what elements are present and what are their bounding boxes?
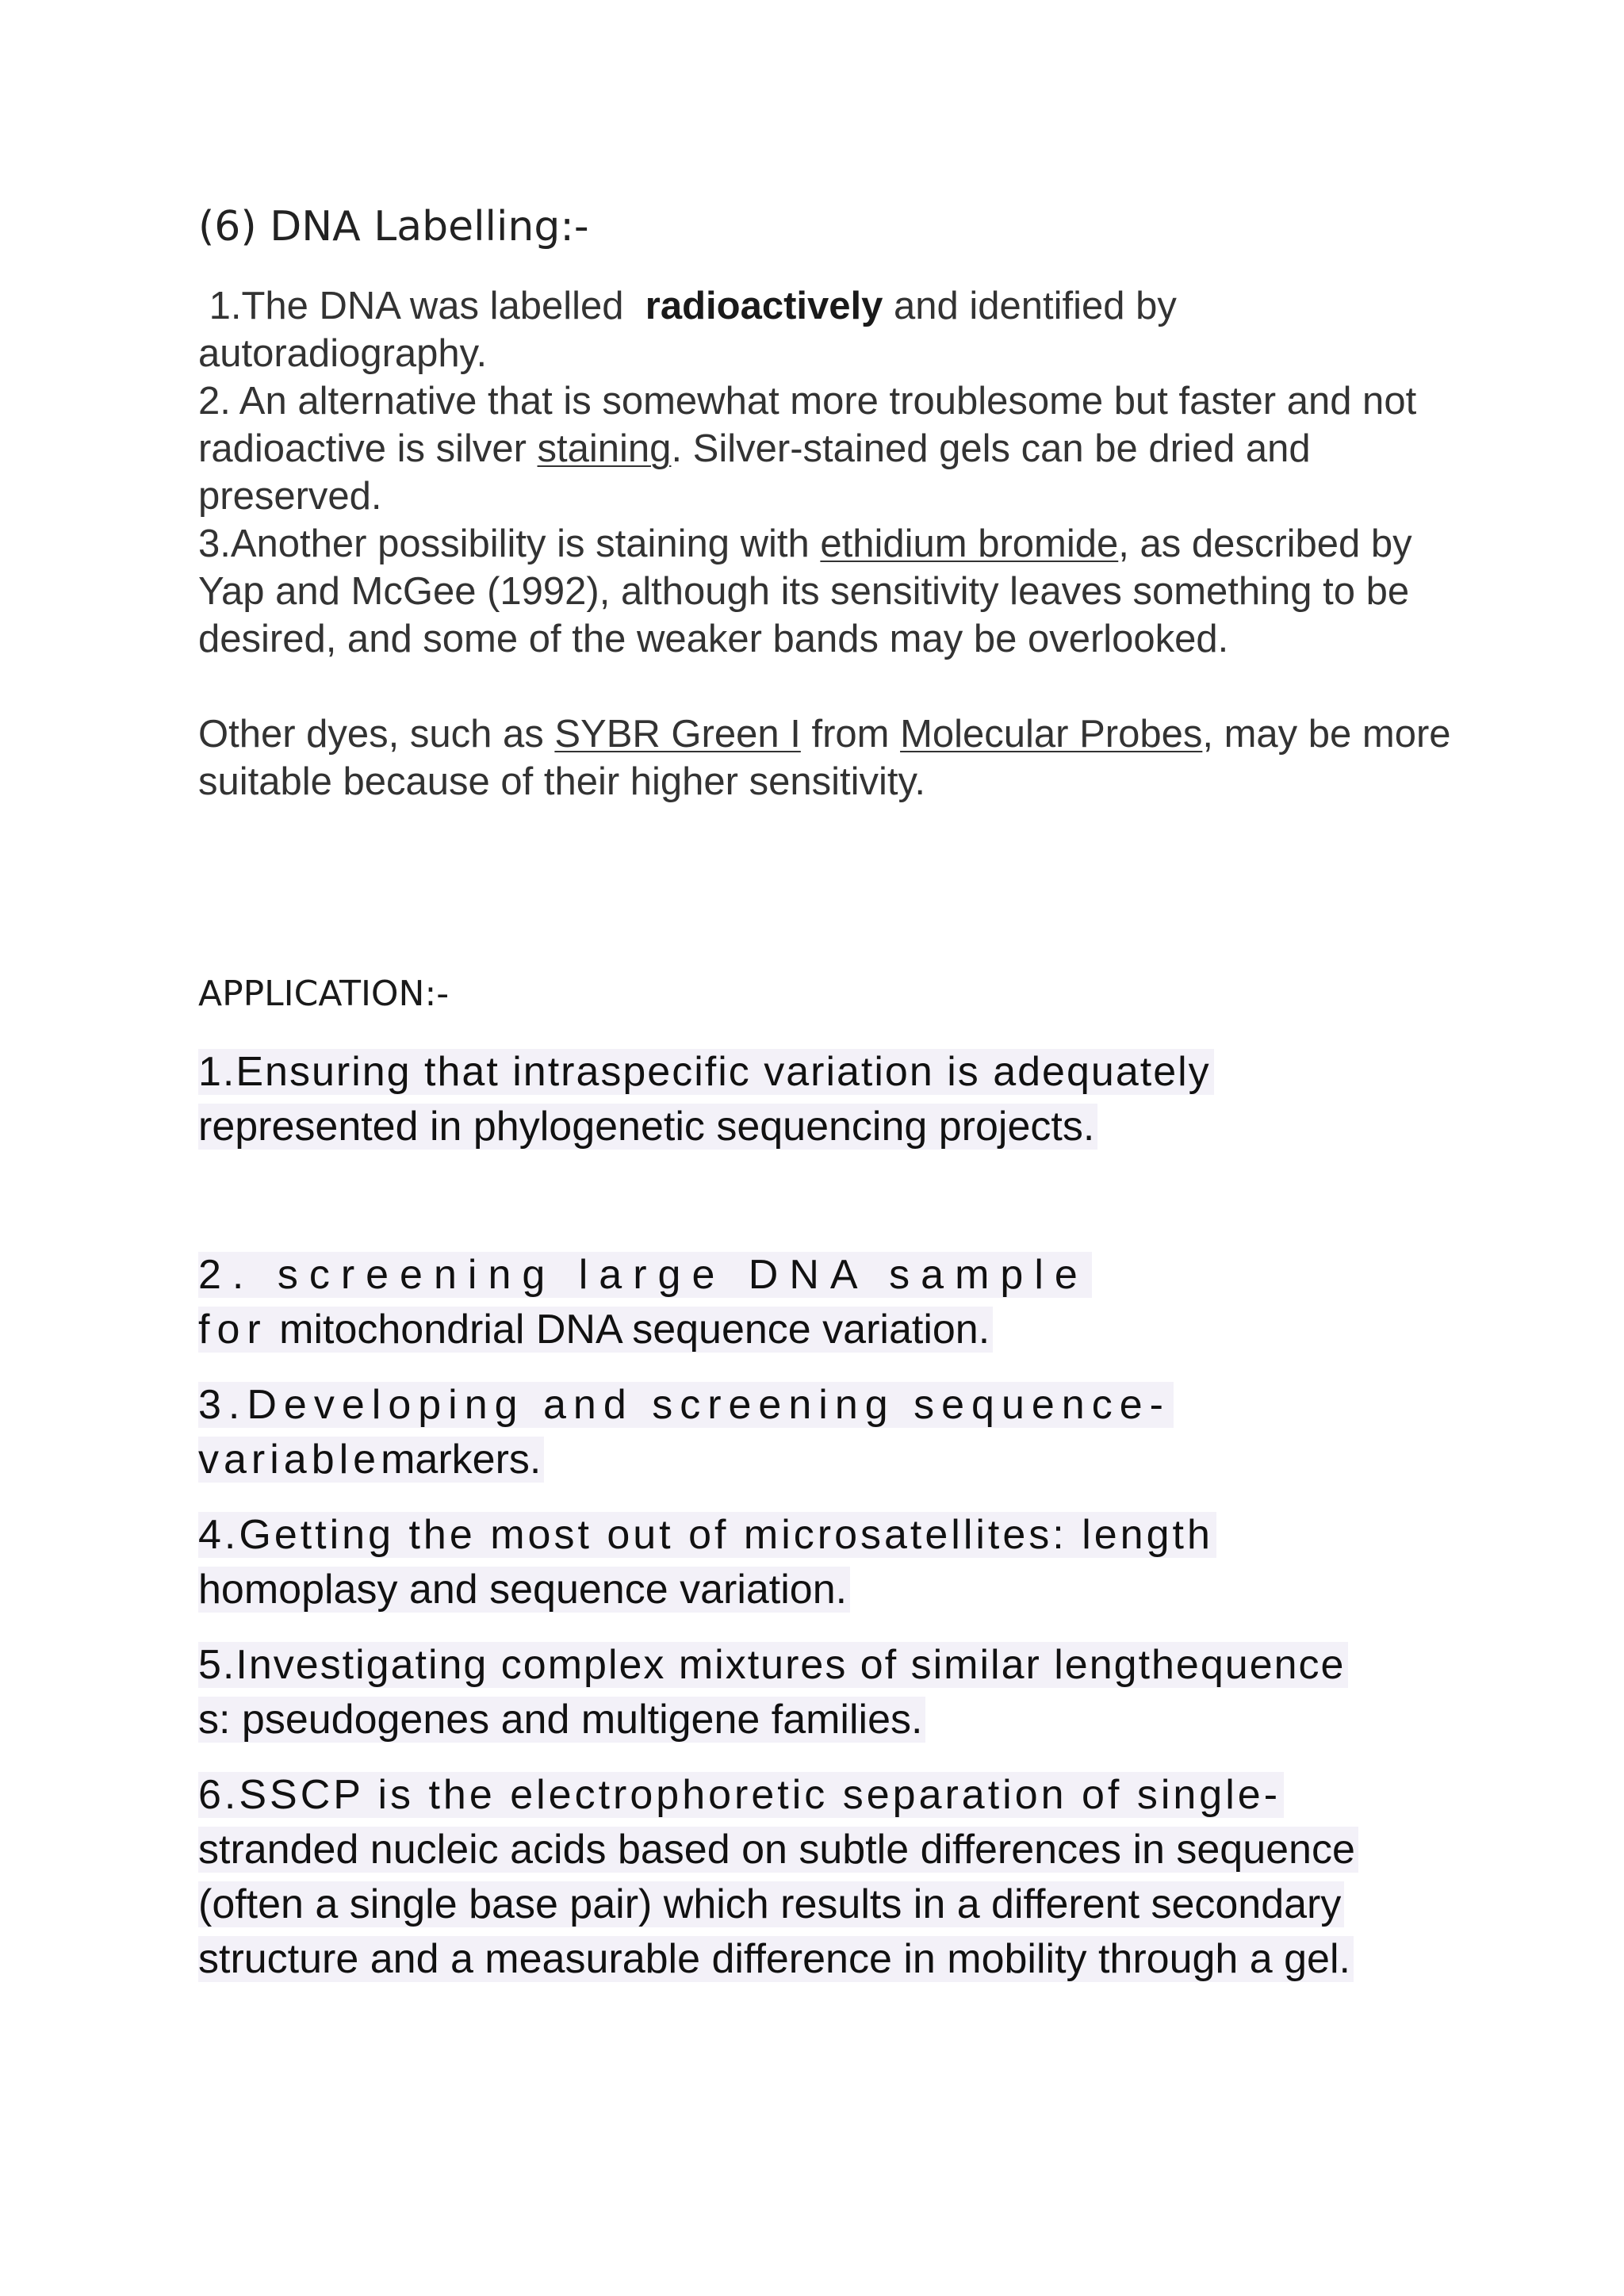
- text-line: 2. screening large DNA sample: [198, 1252, 1092, 1298]
- bold-term-radioactively: radioactively: [645, 285, 883, 327]
- text-run: and identified by autoradiography.: [198, 285, 1177, 375]
- application-item-3: [198, 1378, 1483, 1487]
- text-line: s: pseudogenes and multigene families.: [198, 1697, 925, 1743]
- labelling-point-1: [198, 282, 1467, 377]
- text-run: . Silver-stained gels can be dried and preserved.: [198, 427, 1311, 518]
- application-item-5: [198, 1638, 1483, 1747]
- text-line: represented in phylogenetic sequencing projects.: [198, 1104, 1097, 1150]
- text-run: variable: [198, 1437, 381, 1483]
- text-line: 6.SSCP is the electrophoretic separation of single-: [198, 1772, 1284, 1818]
- application-item-2: [198, 1248, 1483, 1357]
- text-run: for: [198, 1307, 268, 1353]
- link-ethidium-bromide[interactable]: ethidium bromide: [820, 522, 1119, 565]
- text-line: structure and a measurable difference in mobility through a gel.: [198, 1936, 1354, 1982]
- text-line: stranded nucleic acids based on subtle differences in sequence: [198, 1827, 1358, 1873]
- text-line: (often a single base pair) which results in a different secondary: [198, 1881, 1344, 1927]
- application-item-1: [198, 1045, 1483, 1154]
- labelling-body: [198, 282, 1467, 806]
- text-run: Other dyes, such as: [198, 713, 555, 756]
- text-run: , may be more suitable because of their higher sensitivity.: [198, 713, 1451, 803]
- text-run: 1.The DNA was labelled: [198, 285, 645, 327]
- text-line: homoplasy and sequence variation.: [198, 1567, 850, 1613]
- labelling-point-3: [198, 520, 1467, 663]
- text-run: markers.: [381, 1437, 542, 1483]
- text-line: 3.Developing and screening sequence-: [198, 1382, 1174, 1428]
- text-line: 5.Investigating complex mixtures of similar lengthequence: [198, 1642, 1348, 1688]
- paragraph-gap: [198, 663, 1467, 710]
- labelling-other-dyes: [198, 710, 1467, 806]
- text-run: 2. An alternative that is somewhat more troublesome but faster and not radioactive is silver: [198, 380, 1417, 470]
- labelling-point-2: [198, 377, 1467, 520]
- link-sybr-green[interactable]: SYBR Green I: [554, 713, 801, 756]
- application-item-4: [198, 1508, 1483, 1617]
- text-line: 4.Getting the most out of microsatellites: length: [198, 1512, 1216, 1558]
- section-heading-application: APPLICATION:-: [198, 974, 450, 1014]
- application-item-6: [198, 1768, 1483, 1987]
- text-line: 1.Ensuring that intraspecific variation is adequately: [198, 1049, 1214, 1095]
- text-run: mitochondrial DNA sequence variation.: [267, 1307, 990, 1353]
- link-molecular-probes[interactable]: Molecular Probes: [900, 713, 1203, 756]
- text-run: 3.Another possibility is staining with: [198, 522, 821, 565]
- text-run: , as described by Yap and McGee (1992), although its sensitivity leaves something to be desired, and some of the weaker bands may be overlooked.: [198, 522, 1412, 660]
- link-staining[interactable]: staining: [537, 427, 672, 470]
- text-run: from: [800, 713, 901, 756]
- section-heading-dna-labelling: (6) DNA Labelling:-: [198, 203, 589, 251]
